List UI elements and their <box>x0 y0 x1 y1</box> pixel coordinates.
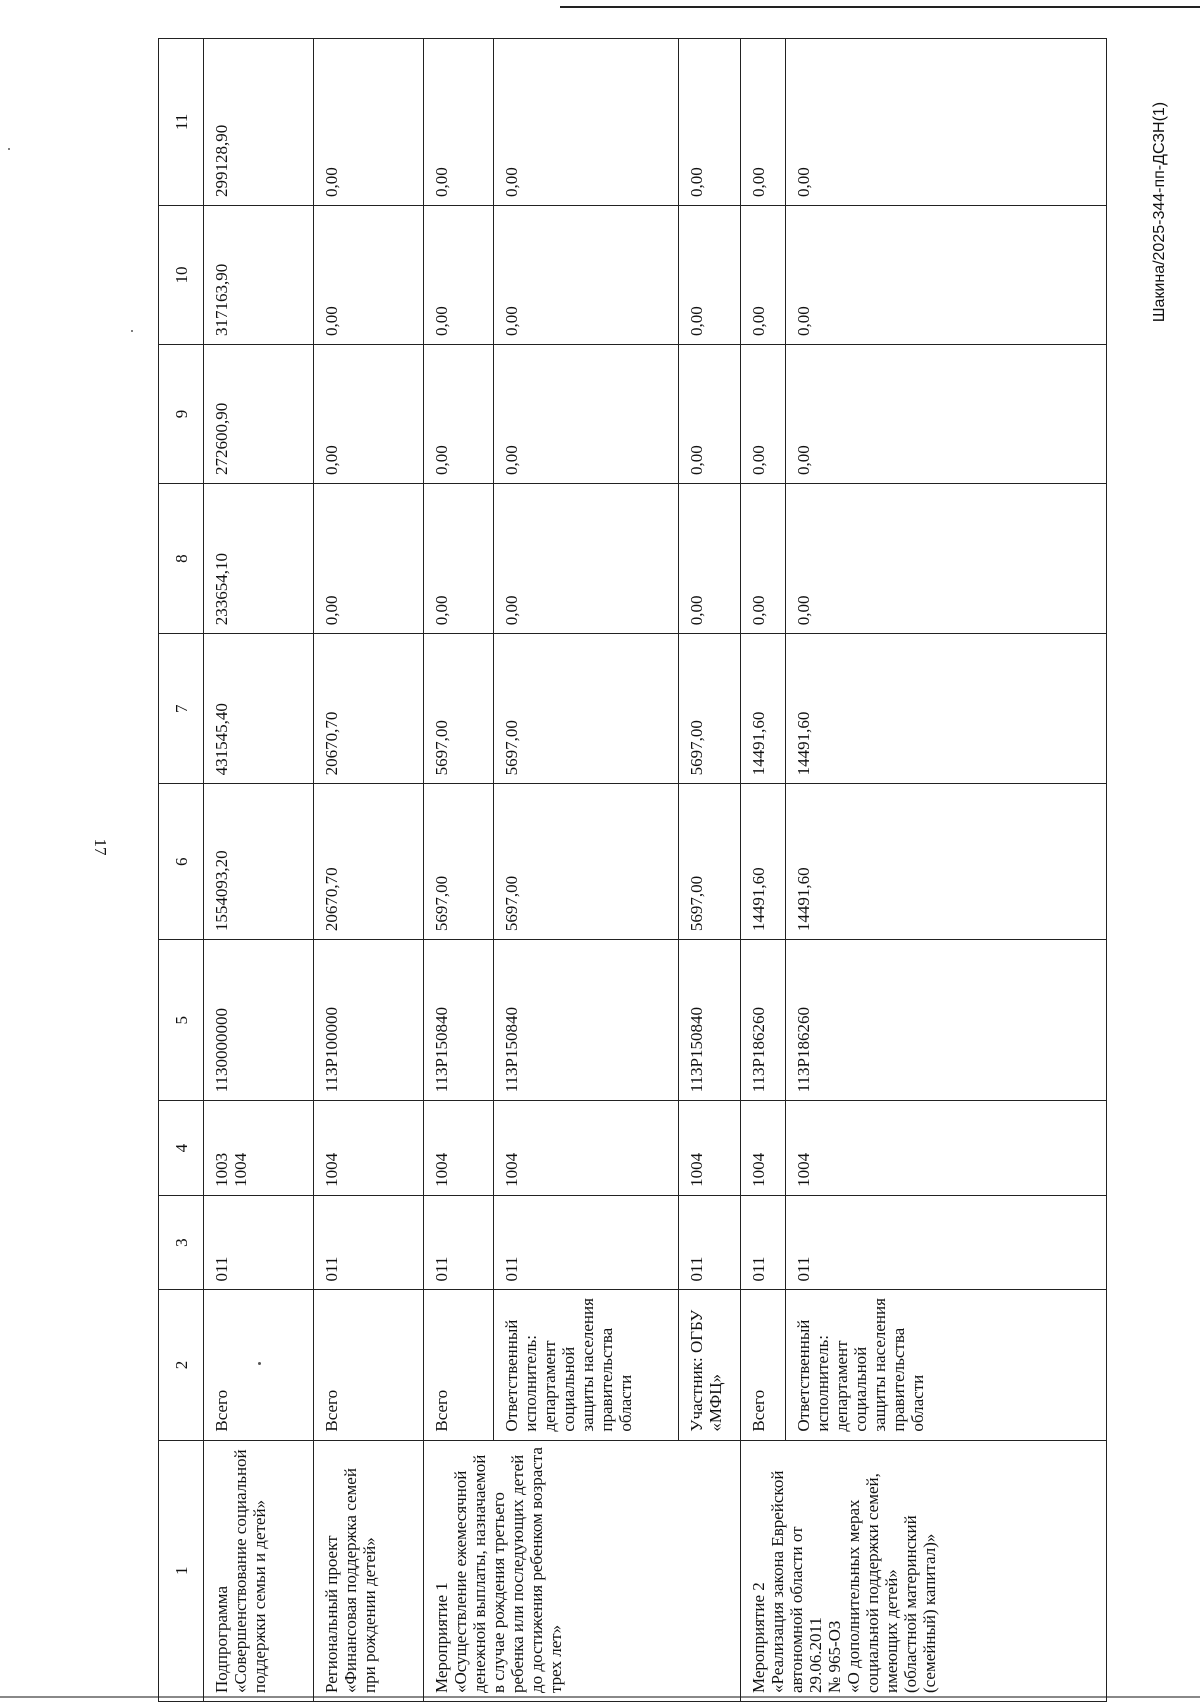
grbs-cell: 011 <box>424 1195 494 1290</box>
amount-cell: 14491,60 <box>786 634 1107 784</box>
table-row-measure2-total <box>741 39 786 1702</box>
amount-cell: 0,00 <box>314 39 424 206</box>
amount-cell: 317163,90 <box>204 205 314 344</box>
amount-cell: 0,00 <box>494 484 679 634</box>
column-header: 2 <box>159 1290 204 1440</box>
amount-cell: 14491,60 <box>741 784 786 940</box>
row-name-cell: Подпрограмма «Совершенствование социальной поддержки семьи и детей» <box>204 1440 314 1701</box>
amount-cell: 14491,60 <box>786 784 1107 940</box>
amount-cell: 299128,90 <box>204 39 314 206</box>
csr-cell: 1130000000 <box>204 940 314 1101</box>
rzpr-cell: 1003 1004 <box>204 1101 314 1196</box>
header-row <box>159 39 204 1702</box>
scan-speck <box>8 148 10 150</box>
executor-cell: Всего <box>204 1290 314 1440</box>
document-code: Шакина/2025-344-пп-ДСЗН(1) <box>1151 101 1168 323</box>
row-name-cell: Мероприятие 1 «Осуществление ежемесячной денежной выплаты, назначаемой в случае рождения третьего ребенка или последующих детей до достижения ребенком возраста трех лет» <box>424 1440 741 1701</box>
amount-cell: 5697,00 <box>679 784 741 940</box>
table-row-regional-project <box>314 39 424 1702</box>
amount-cell: 0,00 <box>314 205 424 344</box>
amount-cell: 0,00 <box>494 345 679 484</box>
amount-cell: 20670,70 <box>314 634 424 784</box>
column-header: 11 <box>159 39 204 206</box>
amount-cell: 1554093,20 <box>204 784 314 940</box>
row-name-cell: Мероприятие 2 «Реализация закона Еврейской автономной области от 29.06.2011 № 965-ОЗ «О дополнительных мерах социальной поддержки семей, имеющих детей» (областной материнский (семейный) капитал)» <box>741 1440 1107 1701</box>
grbs-cell: 011 <box>786 1195 1107 1290</box>
csr-cell: 113Р150840 <box>679 940 741 1101</box>
amount-cell: 0,00 <box>424 484 494 634</box>
scan-speck <box>131 330 133 332</box>
funding-table-rotator <box>158 38 1106 1702</box>
grbs-cell: 011 <box>314 1195 424 1290</box>
amount-cell: 5697,00 <box>679 634 741 784</box>
top-edge-rule <box>560 6 1200 8</box>
grbs-cell: 011 <box>204 1195 314 1290</box>
amount-cell: 0,00 <box>424 205 494 344</box>
column-header: 9 <box>159 345 204 484</box>
column-header: 4 <box>159 1101 204 1196</box>
csr-cell: 113Р150840 <box>424 940 494 1101</box>
grbs-cell: 011 <box>741 1195 786 1290</box>
grbs-cell: 011 <box>494 1195 679 1290</box>
rzpr-cell: 1004 <box>424 1101 494 1196</box>
funding-table <box>158 38 1107 1702</box>
amount-cell: 0,00 <box>679 39 741 206</box>
csr-cell: 113Р186260 <box>741 940 786 1101</box>
amount-cell: 0,00 <box>741 484 786 634</box>
amount-cell: 272600,90 <box>204 345 314 484</box>
column-header: 10 <box>159 205 204 344</box>
amount-cell: 0,00 <box>741 39 786 206</box>
executor-cell: Ответственный исполнитель: департамент социальной защиты населения правительства области <box>786 1290 1107 1440</box>
amount-cell: 233654,10 <box>204 484 314 634</box>
amount-cell: 5697,00 <box>424 634 494 784</box>
rzpr-cell: 1004 <box>679 1101 741 1196</box>
rzpr-cell: 1004 <box>786 1101 1107 1196</box>
page-number: 17 <box>91 838 110 856</box>
amount-cell: 0,00 <box>679 205 741 344</box>
executor-cell: Всего <box>314 1290 424 1440</box>
column-header: 1 <box>159 1440 204 1701</box>
rzpr-cell: 1004 <box>314 1101 424 1196</box>
amount-cell: 0,00 <box>424 345 494 484</box>
amount-cell: 0,00 <box>741 345 786 484</box>
csr-cell: 113Р186260 <box>786 940 1107 1101</box>
funding-table-frame <box>158 38 1106 1702</box>
executor-cell: Всего <box>741 1290 786 1440</box>
amount-cell: 5697,00 <box>424 784 494 940</box>
executor-cell: Участник: ОГБУ «МФЦ» <box>679 1290 741 1440</box>
column-header: 6 <box>159 784 204 940</box>
row-name-cell: Региональный проект «Финансовая поддержка семей при рождении детей» <box>314 1440 424 1701</box>
amount-cell: 20670,70 <box>314 784 424 940</box>
rzpr-cell: 1004 <box>494 1101 679 1196</box>
column-header: 7 <box>159 634 204 784</box>
grbs-cell: 011 <box>679 1195 741 1290</box>
executor-cell: Всего <box>424 1290 494 1440</box>
amount-cell: 14491,60 <box>741 634 786 784</box>
table-row-measure1-total <box>424 39 494 1702</box>
executor-cell: Ответственный исполнитель: департамент социальной защиты населения правительства области <box>494 1290 679 1440</box>
amount-cell: 5697,00 <box>494 784 679 940</box>
amount-cell: 0,00 <box>679 484 741 634</box>
rzpr-cell: 1004 <box>741 1101 786 1196</box>
amount-cell: 0,00 <box>314 484 424 634</box>
csr-cell: 113Р150840 <box>494 940 679 1101</box>
amount-cell: 0,00 <box>424 39 494 206</box>
amount-cell: 0,00 <box>679 345 741 484</box>
amount-cell: 0,00 <box>786 345 1107 484</box>
table-row-subprogram <box>204 39 314 1702</box>
amount-cell: 0,00 <box>786 39 1107 206</box>
amount-cell: 5697,00 <box>494 634 679 784</box>
column-header: 5 <box>159 940 204 1101</box>
amount-cell: 0,00 <box>494 39 679 206</box>
amount-cell: 431545,40 <box>204 634 314 784</box>
amount-cell: 0,00 <box>741 205 786 344</box>
amount-cell: 0,00 <box>494 205 679 344</box>
column-header: 3 <box>159 1195 204 1290</box>
amount-cell: 0,00 <box>314 345 424 484</box>
csr-cell: 113Р100000 <box>314 940 424 1101</box>
amount-cell: 0,00 <box>786 484 1107 634</box>
amount-cell: 0,00 <box>786 205 1107 344</box>
column-header: 8 <box>159 484 204 634</box>
